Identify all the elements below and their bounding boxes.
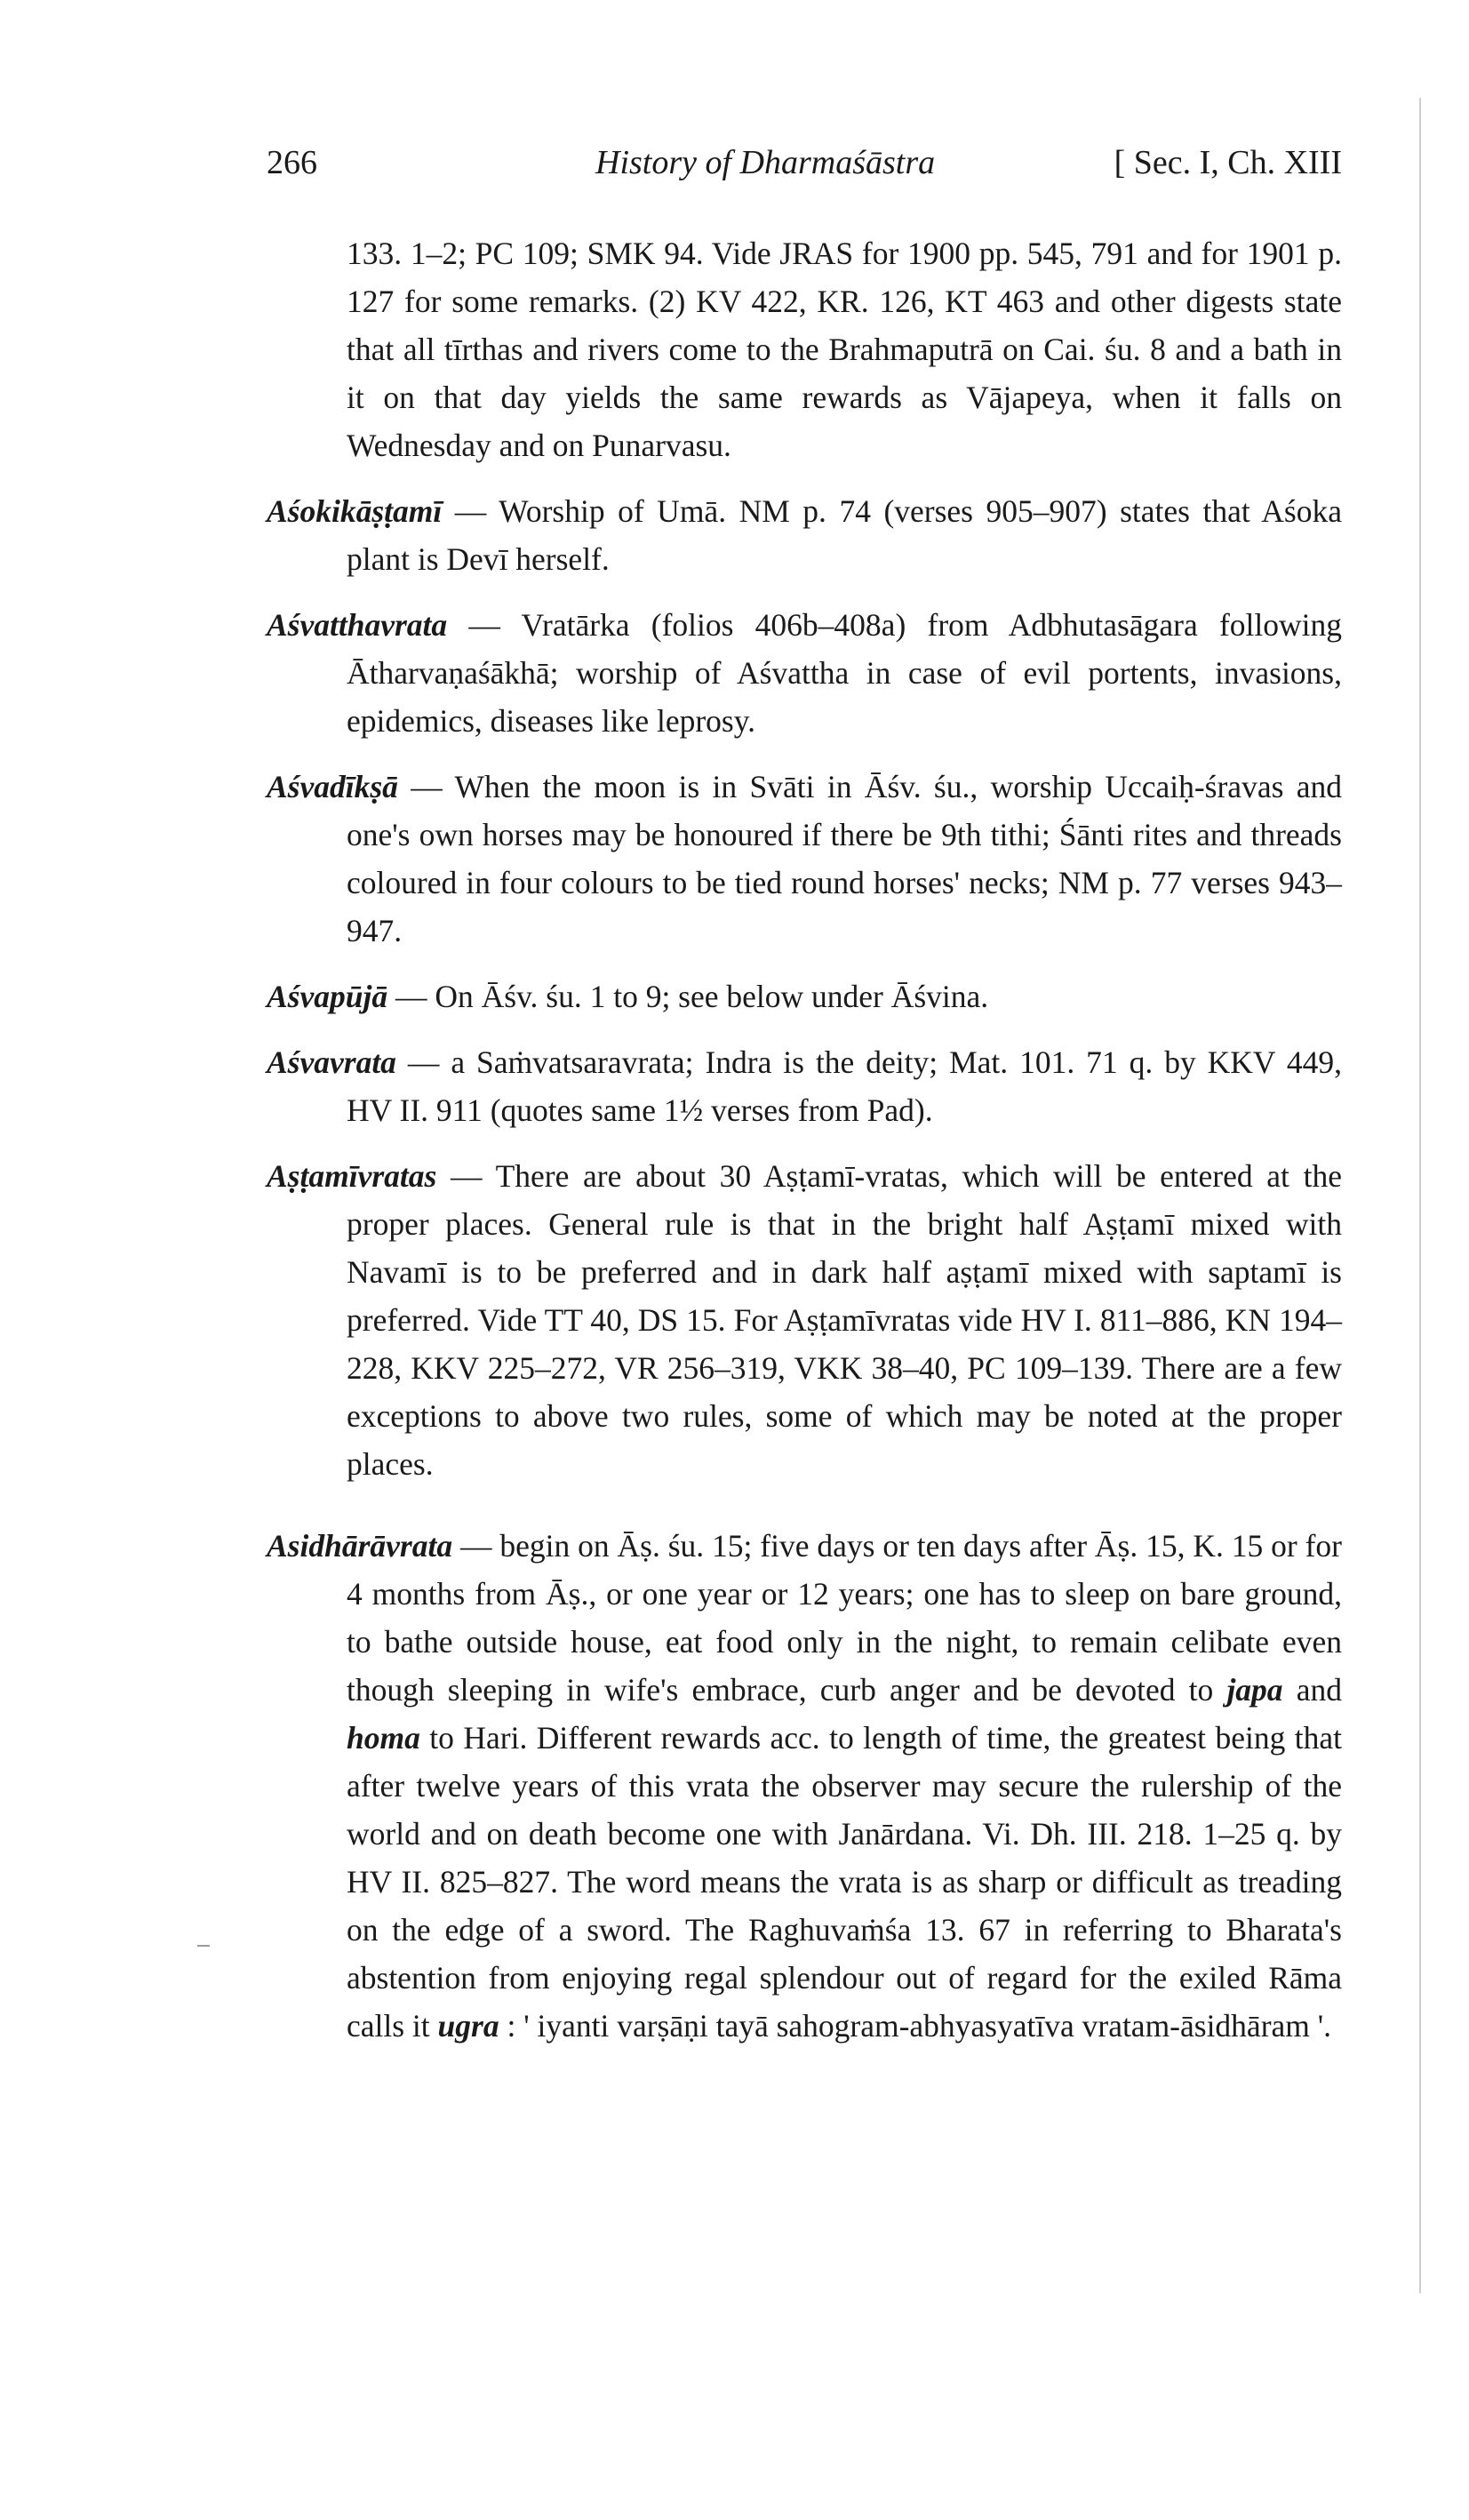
entry-asvapuja: [267, 972, 1342, 1020]
entry-asokikastami: [267, 487, 1342, 583]
entry-text: — When the moon is in Svāti in Āśv. śu., worship Uccaiḥ-śravas and one's own horses may be honoured if there be 9th tithi; Śānti rites and threads coloured in four colours to be tied round horses' necks; NM p. 77 verses 943–947.: [347, 769, 1342, 948]
entry-asvavrata: [267, 1038, 1342, 1134]
entry-text: and: [1282, 1672, 1342, 1708]
entry-astamivratas: [267, 1152, 1342, 1488]
section-reference: [ Sec. I, Ch. XIII: [1114, 144, 1342, 181]
entry-text: — Vratārka (folios 406b–408a) from Adbhutasāgara following Ātharvaṇaśākhā; worship of Aśvattha in case of evil portents, invasions, epidemics, diseases like leprosy.: [347, 607, 1342, 739]
entry-headword: Aśokikāṣṭamī: [267, 493, 443, 529]
term-ugra: ugra: [437, 2008, 499, 2044]
entry-text: — begin on Āṣ. śu. 15; five days or ten days after Āṣ. 15, K. 15 or for 4 months from Āṣ., or one year or 12 years; one has to sleep on bare ground, to bathe outside house, eat food only in the night, to remain celibate even though sleeping in wife's embrace, curb anger and be devoted to: [347, 1528, 1342, 1708]
entry-asvatthavrata: [267, 601, 1342, 745]
running-title: History of Dharmaśāstra: [595, 144, 936, 181]
page-number: 266: [267, 144, 317, 181]
running-head: [267, 140, 1342, 185]
entry-headword: Aṣṭamīvratas: [267, 1158, 437, 1194]
body-text: [267, 229, 1342, 2068]
scan-margin-mark: [197, 1945, 210, 1947]
entry-asidharavrata: [267, 1522, 1342, 2050]
entry-headword: Aśvadīkṣā: [267, 769, 398, 804]
entry-headword: Asidhārāvrata: [267, 1528, 453, 1564]
term-japa: japa: [1226, 1672, 1283, 1708]
entry-asvadiksa: [267, 763, 1342, 955]
continued-entry-text: 133. 1–2; PC 109; SMK 94. Vide JRAS for 1900 pp. 545, 791 and for 1901 p. 127 for some remarks. (2) KV 422, KR. 126, KT 463 and other digests state that all tīrthas and rivers come to the Brahmaputrā on Cai. śu. 8 and a bath in it on that day yields the same rewards as Vājapeya, when it falls on Wednesday and on Punarvasu.: [347, 236, 1342, 463]
entry-headword: Aśvatthavrata: [267, 607, 448, 643]
entry-text: — Worship of Umā. NM p. 74 (verses 905–907) states that Aśoka plant is Devī herself.: [347, 493, 1342, 577]
entry-text: : ' iyanti varṣāṇi tayā sahogram-abhyasyatīva vratam-āsidhāram '.: [499, 2008, 1332, 2044]
entry-text: to Hari. Different rewards acc. to length of time, the greatest being that after twelve years of this vrata the observer may secure the rulership of the world and on death become one with Janārdana. Vi. Dh. III. 218. 1–25 q. by HV II. 825–827. The word means the vrata is as sharp or difficult as treading on the edge of a sword. The Raghuvaṁśa 13. 67 in referring to Bharata's abstention from enjoying regal splendour out of regard for the exiled Rāma calls it: [347, 1720, 1342, 2044]
entry-text: — On Āśv. śu. 1 to 9; see below under Āśvina.: [387, 979, 989, 1014]
entry-text: — a Saṁvatsaravrata; Indra is the deity; Mat. 101. 71 q. by KKV 449, HV II. 911 (quotes same 1½ verses from Pad).: [347, 1044, 1342, 1128]
entry-headword: Aśvapūjā: [267, 979, 388, 1014]
entry-headword: Aśvavrata: [267, 1044, 396, 1080]
scan-margin-rule: [1419, 98, 1421, 2293]
term-homa: homa: [347, 1720, 420, 1756]
entry-text: — There are about 30 Aṣṭamī-vratas, which will be entered at the proper places. General rule is that in the bright half Aṣṭamī mixed with Navamī is to be preferred and in dark half aṣṭamī mixed with saptamī is preferred. Vide TT 40, DS 15. For Aṣṭamīvratas vide HV I. 811–886, KN 194–228, KKV 225–272, VR 256–319, VKK 38–40, PC 109–139. There are a few exceptions to above two rules, some of which may be noted at the proper places.: [347, 1158, 1342, 1482]
